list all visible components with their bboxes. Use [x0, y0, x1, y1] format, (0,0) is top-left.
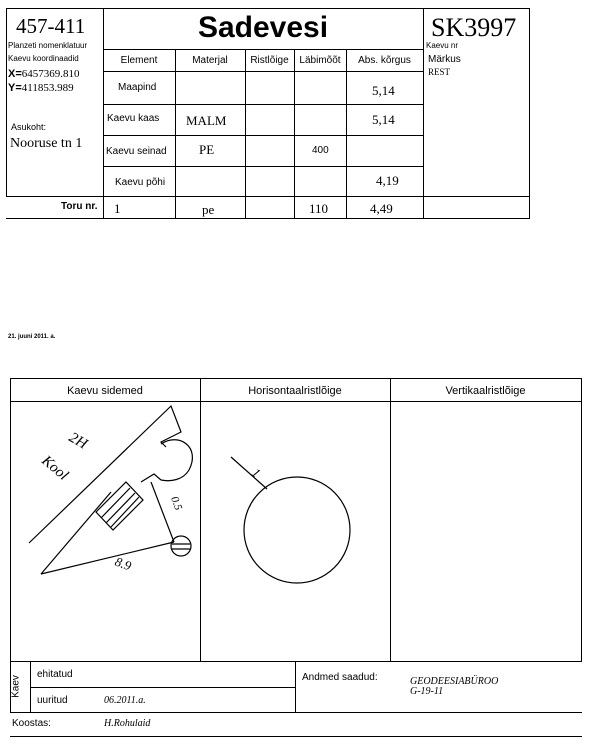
row-height: 5,14	[372, 112, 395, 127]
page-title: Sadevesi	[197, 11, 329, 44]
panel-title-vertical: Vertikaalristlõige	[445, 385, 526, 397]
row-element: Kaevu põhi	[115, 177, 166, 188]
col-header-height: Abs. kõrgus	[358, 55, 411, 66]
location-value: Nooruse tn 1	[10, 136, 83, 151]
col-header-material: Materjal	[192, 55, 228, 66]
footer-side-label: Kaev	[10, 675, 22, 698]
coord-x-label: X=	[8, 68, 22, 80]
row-height: 4,19	[376, 173, 399, 188]
pipe-number: 1	[114, 201, 121, 216]
row-element: Kaevu seinad	[106, 146, 167, 157]
row-height: 5,14	[372, 83, 395, 98]
row-material: MALM	[186, 113, 227, 128]
col-header-element: Element	[120, 55, 158, 66]
coord-y-label: Y=	[8, 82, 22, 94]
built-label: ehitatud	[37, 669, 73, 680]
coord-x-value: 6457369.810	[21, 68, 80, 80]
note-89: 8.9	[112, 553, 134, 574]
author-value: H.Rohulaid	[104, 718, 151, 729]
sheet-number: 457-411	[16, 14, 86, 38]
sheet-caption: Planzeti nomenklatuur	[8, 41, 88, 50]
note-kool: Kool	[38, 452, 72, 484]
pipe-material: pe	[202, 202, 215, 217]
data-source-value-2: G-19-11	[410, 686, 444, 697]
coord-y	[8, 82, 74, 94]
author-label: Koostas:	[12, 718, 51, 729]
remarks-label: Märkus	[428, 54, 461, 65]
data-source-label: Andmed saadud:	[302, 672, 378, 683]
horizontal-section-sketch	[201, 402, 390, 661]
pipe-label: Toru nr.	[61, 201, 98, 212]
row-diameter: 400	[312, 145, 329, 156]
pipe-diameter: 110	[309, 201, 329, 216]
note-2h: 2H	[66, 429, 90, 453]
location-label: Asukoht:	[11, 122, 47, 132]
row-element: Kaevu kaas	[107, 113, 160, 124]
date-text: 21. juuni 2011. a.	[8, 334, 56, 340]
row-material: PE	[199, 142, 215, 157]
connections-sketch	[11, 402, 200, 661]
pipe-height: 4,49	[370, 201, 393, 216]
row-element: Maapind	[118, 82, 157, 93]
surveyed-value: 06.2011.a.	[104, 695, 146, 706]
remarks-value: REST	[428, 67, 451, 77]
well-caption: Kaevu nr	[426, 41, 459, 50]
note-05: 0.5	[168, 494, 185, 512]
coords-label: Kaevu koordinaadid	[8, 54, 79, 63]
well-id: SK3997	[431, 13, 517, 42]
surveyed-label: uuritud	[37, 695, 68, 706]
coord-y-value: 411853.989	[21, 82, 74, 94]
data-source-value-1: GEODEESIABÜROO	[410, 676, 499, 687]
col-header-section: Ristlõige	[250, 55, 289, 66]
coord-x	[8, 68, 80, 80]
panel-title-connections: Kaevu sidemed	[67, 385, 143, 397]
well-circle	[244, 477, 350, 583]
col-header-diameter: Läbimõõt	[299, 55, 341, 66]
note-pipe-1: 1	[249, 464, 264, 481]
panel-title-horizontal: Horisontaalristlõige	[248, 385, 342, 397]
